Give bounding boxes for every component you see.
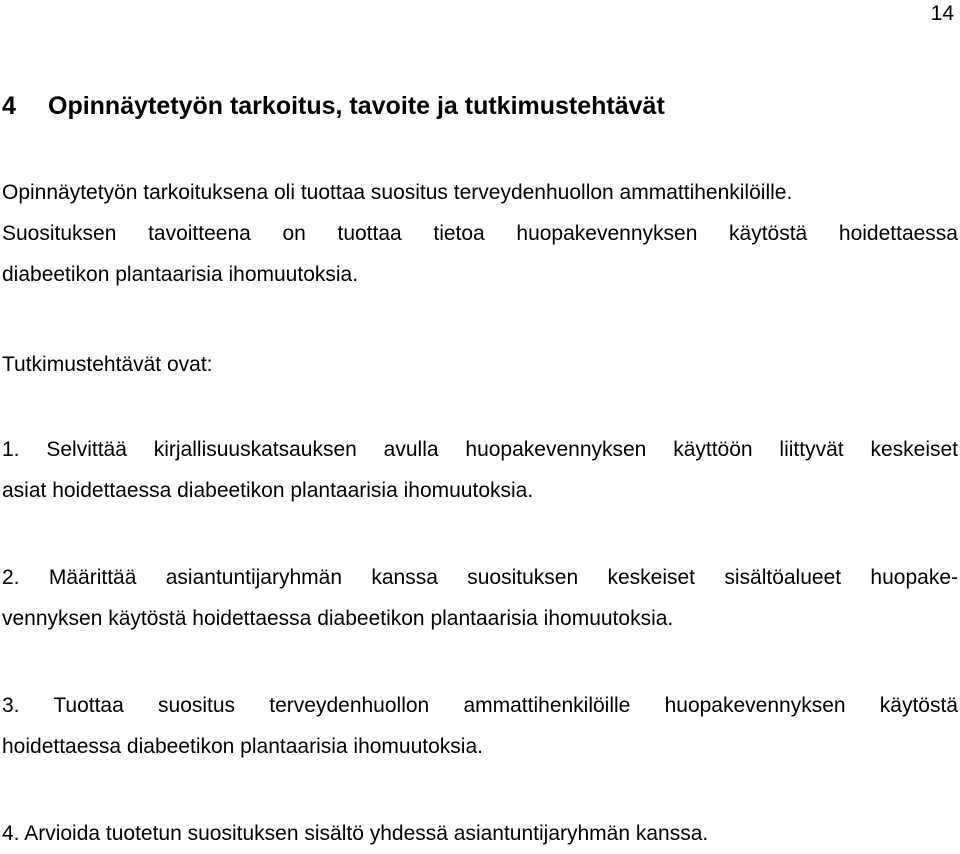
task-line: 2. Määrittää asiantuntijaryhmän kanssa suosituksen keskeiset sisältöalueet huopake-	[2, 566, 958, 589]
intro-line: diabeetikon plantaarisia ihomuutoksia.	[2, 263, 359, 286]
intro-line: Opinnäytetyön tarkoituksena oli tuottaa suositus terveydenhuollon ammattihenkilöille.	[2, 181, 793, 204]
section-heading	[2, 90, 665, 122]
task-item-1	[2, 429, 958, 511]
task-line: 4. Arvioida tuotetun suosituksen sisältö yhdessä asiantuntijaryhmän kanssa.	[2, 822, 709, 845]
task-item-2	[2, 557, 958, 639]
task-line: asiat hoidettaessa diabeetikon plantaarisia ihomuutoksia.	[2, 479, 534, 502]
section-number: 4	[2, 92, 16, 120]
task-line: 3. Tuottaa suositus terveydenhuollon ammattihenkilöille huopakevennyksen käytöstä	[2, 694, 958, 717]
task-line: vennyksen käytöstä hoidettaessa diabeetikon plantaarisia ihomuutoksia.	[2, 607, 674, 630]
section-title: Opinnäytetyön tarkoitus, tavoite ja tutkimustehtävät	[48, 92, 665, 120]
page-number: 14	[930, 2, 954, 25]
task-item-3	[2, 685, 958, 767]
tasks-label	[2, 344, 958, 385]
intro-paragraph	[2, 172, 958, 295]
tasks-label-text: Tutkimustehtävät ovat:	[2, 353, 213, 376]
task-line: hoidettaessa diabeetikon plantaarisia ihomuutoksia.	[2, 735, 483, 758]
task-line: 1. Selvittää kirjallisuuskatsauksen avulla huopakevennyksen käyttöön liittyvät keskeiset	[2, 438, 958, 461]
intro-line: Suosituksen tavoitteena on tuottaa tietoa huopakevennyksen käytöstä hoidettaessa	[2, 222, 958, 245]
